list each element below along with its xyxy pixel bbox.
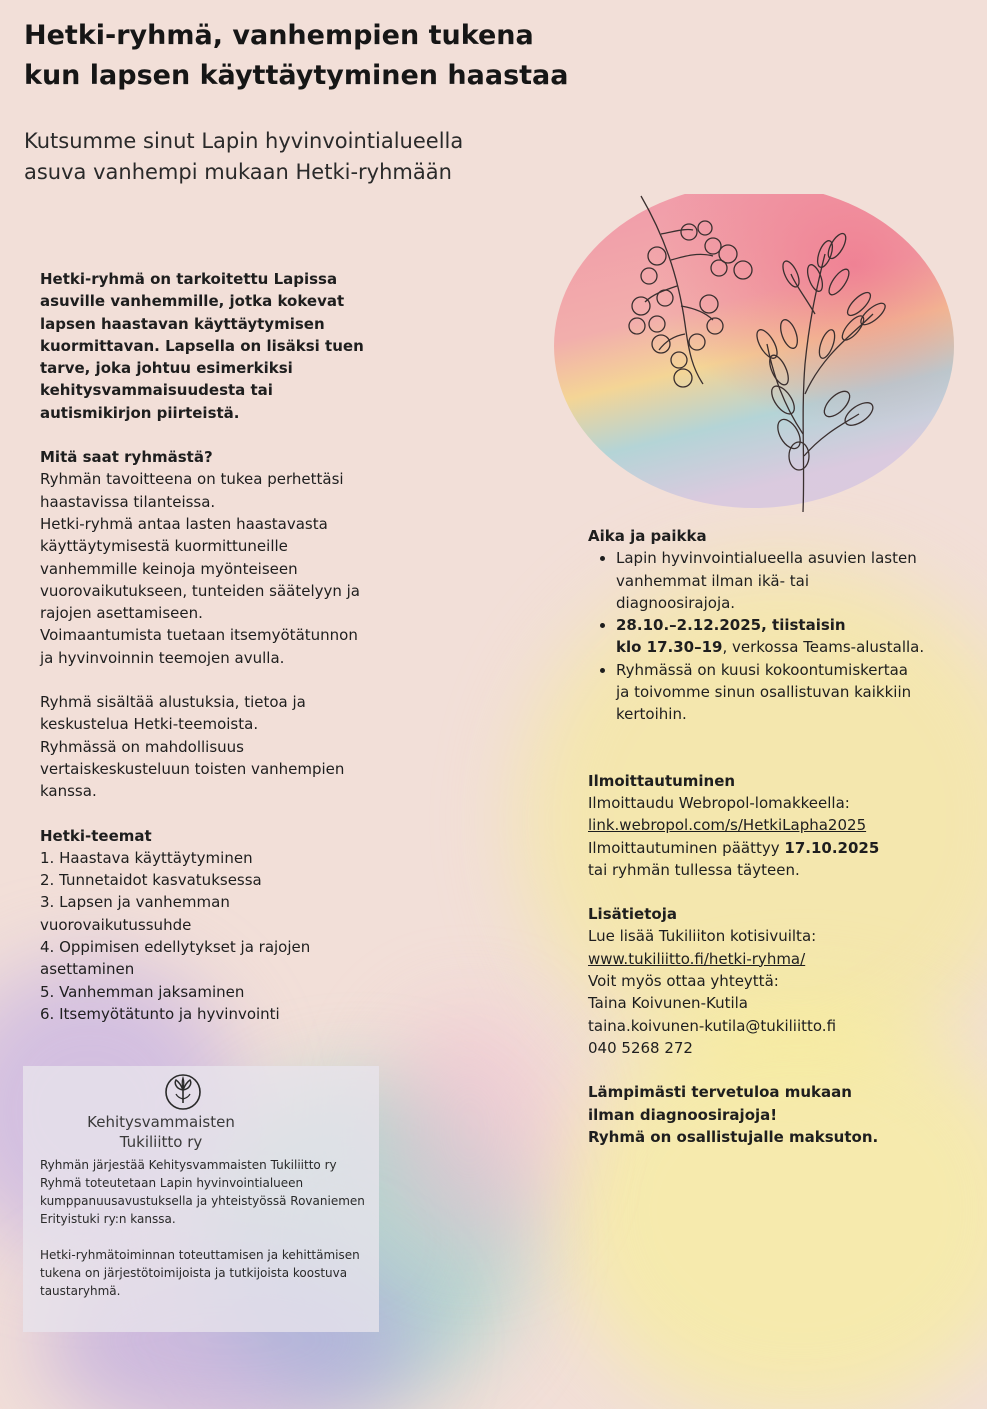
benefits-paragraph: Ryhmän tavoitteena on tukea perhettäsi haastavissa tilanteissa. Hetki-ryhmä antaa lasten haastavasta käyttäytymisestä kuormittuneille vanhemmille keinoja myönteiseen vuorovaikutukseen, tunteiden säätelyyn ja rajojen asettamiseen. Voimaantumista tuetaan itsemyötätunnon ja hyvinvoinnin teemojen avulla. [40,470,360,667]
benefits-heading: Mitä saat ryhmästä? [40,448,213,467]
left-column [40,268,380,1025]
schedule-heading: Aika ja paikka [588,527,707,545]
registration-link[interactable]: link.webropol.com/s/HetkiLapha2025 [588,816,867,835]
themes-heading: Hetki-teemat [40,826,152,845]
contact-phone: 040 5268 272 [588,1038,693,1057]
tukiliitto-link[interactable]: www.tukiliitto.fi/hetki-ryhma/ [588,949,806,968]
pink-watercolor-wash [380,1010,560,1250]
more-info-paragraph: Lue lisää Tukiliiton kotisivuilta: www.tukiliitto.fi/hetki-ryhma/ Voit myös ottaa yhteyttä: Taina Koivunen-Kutila taina.koivunen-kutila@tukiliitto.fi 040 5268 272 [588,927,837,1057]
schedule-list [588,547,933,725]
list-item: • Lapin hyvinvointialueella asuvien lasten vanhemmat ilman ikä- tai diagnoosirajoja. [616,547,933,614]
list-item: • 28.10.–2.12.2025, tiistaisin klo 17.30–19, verkossa Teams-alustalla. [616,614,933,659]
organizer-text: Ryhmän järjestää Kehitysvammaisten Tukiliitto ry Ryhmä toteutetaan Lapin hyvinvointialueen kumppanuusavustuksella ja yhteistyössä Rovaniemen Erityistuki ry:n kanssa. Hetki-ryhmätoiminnan toteuttamisen ja kehittämisen tukena on järjestötoimijoista ja tutkijoista koostuva taustaryhmä. [40,1158,365,1298]
registration-heading: Ilmoittautuminen [588,771,736,790]
flower-in-circle-icon [163,1072,203,1112]
organizer-logo-text: Kehitysvammaisten Tukiliitto ry [87,1113,235,1151]
organizer-box [23,1066,379,1332]
page-title: Hetki-ryhmä, vanhempien tukena kun lapsen käyttäytyminen haastaa [24,20,569,91]
content-paragraph: Ryhmä sisältää alustuksia, tietoa ja keskustelua Hetki-teemoista. Ryhmässä on mahdollisuus vertaiskeskusteluun toisten vanhempien kanssa. [40,693,345,801]
page-edge [987,0,993,1409]
themes-list: 1. Haastava käyttäytyminen 2. Tunnetaidot kasvatuksessa 3. Lapsen ja vanhemman vuorovaikutussuhde 4. Oppimisen edellytykset ja rajojen asettaminen 5. Vanhemman jaksaminen 6. Itsemyötätunto ja hyvinvointi [40,848,311,1023]
registration-paragraph: Ilmoittaudu Webropol-lomakkeella: link.webropol.com/s/HetkiLapha2025 Ilmoittautuminen päättyy 17.10.2025 tai ryhmän tullessa täyteen. [588,793,880,879]
more-info-heading: Lisätietoja [588,905,677,924]
intro-paragraph: Hetki-ryhmä on tarkoitettu Lapissa asuville vanhemmille, jotka kokevat lapsen haastavan käyttäytymisen kuormittavan. Lapsella on lisäksi tuen tarve, joka johtuu esimerkiksi kehitysvammaisuudesta tai autismikirjon piirteistä. [40,270,364,422]
page-subtitle: Kutsumme sinut Lapin hyvinvointialueella asuva vanhempi mukaan Hetki-ryhmään [24,129,464,184]
right-column [588,525,933,1148]
watercolor-branches-icon [553,194,955,514]
closing-paragraph: Lämpimästi tervetuloa mukaan ilman diagnoosirajoja! Ryhmä on osallistujalle maksuton. [588,1083,879,1146]
contact-email: taina.koivunen-kutila@tukiliitto.fi [588,1016,837,1035]
list-item: • Ryhmässä on kuusi kokoontumiskertaa ja toivomme sinun osallistuvan kaikkiin kertoihin. [616,659,933,726]
contact-name: Taina Koivunen-Kutila [588,994,748,1013]
